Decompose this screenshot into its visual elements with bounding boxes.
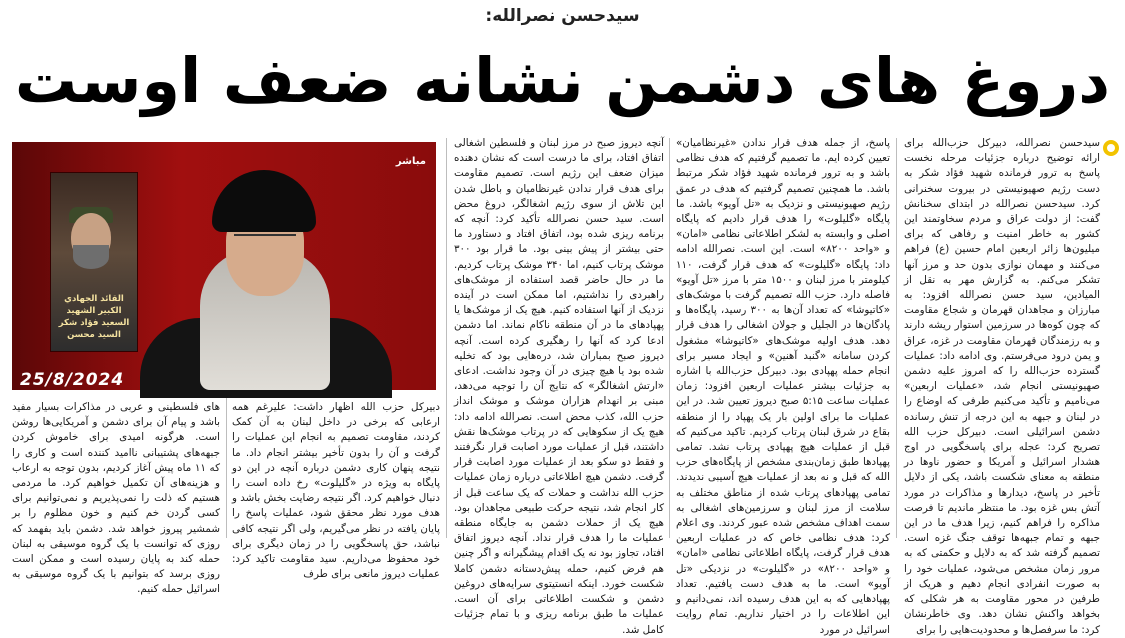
photo-date: 25/8/2024 [20,370,125,390]
column-text: سیدحسن نصرالله، دبیرکل حزب‌الله برای ارائه توضیح درباره جزئیات مرحله نخست پاسخ به ترور فرمانده شهید فؤاد شکر به دست رژیم صهیونیستی در بیروت سخنرانی کرد. سیدحسن نصرالله در ابتدای سخنانش گفت: از دولت عراق و مردم سخاوتمند این کشور به خاطر امنیت و رفاهی که برای میلیون‌ها زائر اربعین امام حسین (ع) فراهم می‌کنند و مهمان نوازی بدون حد و مرز آنها تشکر می‌کنم. به گزارش مهر به نقل از المیادین، سید حسن نصرالله افزود: به مبارزان و مجاهدان قهرمان و شجاع مقاومت که چون کوه‌ها در سرزمین استوار ریشه دارند و به رزمندگان قهرمان مقاومت در غزه، عراق و یمن درود می‌فرستم. وی ادامه داد: عملیات گسترده حزب‌الله را که امروز علیه دشمن صهیونیستی انجام شد، «عملیات اربعین» می‌نامیم و تأکید می‌کنیم طرفی که اوضاع را در لبنان و جبهه به این درجه از تنش رسانده دشمن اسرائیلی است. دبیرکل حزب الله تصریح کرد: عجله برای پاسخگویی در اوج هشدار اسرائیل و آمریکا و حضور ناوها در منطقه به معنای شکست باشد، یکی از دلایل تأخیر در پاسخ، دیدارها و مذاکرات در مورد آتش بس غزه بود. ما منتظر ماندیم تا فرصت مذاکره را فراهم کنیم، زیرا هدف ما در این جبهه و تمام جبهه‌ها توقف جنگ غزه است. تصمیم گرفته شد که به دلایل و حکمتی که به مرور زمان مشخص می‌شود، عملیات خود را به صورت انفرادی انجام دهیم و هریک از طرفین در محور مقاومت به هر شکلی که بخواهد واکنش نشان دهد. وی خاطرنشان کرد: ما سرفصل‌ها و محدودیت‌هایی را برای [904,137,1100,636]
poster-caption: القائد الجهادي الكبير الشهيد السعيد فؤاد شكر السيد محسن [58,294,130,340]
column-divider [669,138,670,538]
column-divider [226,398,227,538]
column-text: های فلسطینی و عربی در مذاکرات بسیار مفید باشد و پیام آن برای دشمن و آمریکایی‌ها روشن است. هرگونه امیدی برای خاموش کردن جبهه‌های پشتیبانی ناامید کننده است و کاری را که ۱۱ ماه پیش آغاز کردیم، بدون توجه به ارعاب و هزینه‌های آن تکمیل خواهیم کرد. ما مردمی هستیم که ذلت را نمی‌پذیریم و نمی‌توانیم برای کسی گردن خم کنیم و خون مظلوم را بر شمشیر پیروز خواهد شد. دشمن باید بفهمد که روزی که توانست با یک گروه موسیقی به لبنان حمله کند به پایان رسیده است و ممکن است روزی برسد که بتوانیم با یک گروه موسیقی به اسرائیل حمله کنیم. [12,401,220,596]
publication-logo-icon [1103,140,1119,156]
article-column-1 [904,136,1100,636]
live-label: مباشر [395,156,426,167]
column-text: آنچه دیروز صبح در مرز لبنان و فلسطین اشغالی اتفاق افتاد، برای ما درست است که نشان دهنده میزان ضعف این رژیم است. تصمیم مقاومت برای هدف قرار ندادن غیرنظامیان و باطل شدن این تلاش از سوی رژیم اشغالگر، دروغ محض است. سید حسن نصرالله تأکید کرد: آنچه که برنامه ریزی شده بود، اتفاق افتاد و دستاورد ما حتی بیشتر از پیش بینی بود. ما قرار بود ۳۰۰ موشک پرتاب کنیم، اما ۳۴۰ موشک پرتاب کردیم. ما در حال حاضر قصد استفاده از موشک‌های راهبردی را نداشتیم، اما ممکن است در آینده نزدیک از آنها استفاده کنیم. هیچ یک از موشک‌ها یا پهپادهای ما در آن منطقه ناکام نماند. اما دشمن ادعا کرد که آنها را رهگیری کرده است. آنچه دیروز صبح بمباران شد، دره‌هایی بود که تخلیه شده بود یا هیچ چیزی در آن وجود نداشت. ادعای «ارتش اشغالگر» که نتایج آن را توجیه می‌دهد، مبنی بر انهدام هزاران موشک و موشک انداز حزب الله، کذب محض است. نصرالله ادامه داد: هیچ یک از سکوهایی که در پرتاب موشک‌ها نقش داشتند، قبل از عملیات مورد اصابت قرار نگرفتند و فقط دو سکو بعد از عملیات مورد اصابت قرار گرفت. دشمن هیچ اطلاعاتی درباره زمان عملیات حزب الله نداشت و حملات که یک ساعت قبل از کار انجام شد، نتیجه حرکت طبیعی مجاهدان بود. هیچ یک از حملات دشمن به جایگاه منطقه عملیات ما را هدف قرار نداد. آنچه دیروز اتفاق افتاد، تجاوز بود نه یک اقدام پیشگیرانه و اگر چنین هم فرض کنیم، حمله پیش‌دستانه دشمن کاملا شکست خورد. اینکه انستیتوی سرایه‌های دروغین دشمن و شکست اطلاعاتی برای آن است. عملیات ما طبق برنامه ریزی و با تمام جزئیات کامل شد. [454,137,664,636]
poster-beard [73,245,109,269]
article-column-2 [676,136,891,636]
column-text: پاسخ، از جمله هدف قرار ندادن «غیرنظامیان» تعیین کرده ایم. ما تصمیم گرفتیم که هدف نظامی باشد و به ترور فرمانده شهید فؤاد شکر مرتبط باشد. ما همچنین تصمیم گرفتیم که هدف در عمق رژیم صهیونیستی و نزدیک به «تل آویو» باشد. ما پایگاه «گلیلوت» را هدف قرار دادیم که پایگاه اصلی و وابسته به لشکر اطلاعاتی نظامی «امان» و «واحد ۸۲۰۰» است. این است. نصرالله ادامه داد: پایگاه «گلیلوت» که هدف قرار گرفت، ۱۱۰ کیلومتر با مرز لبنان و ۱۵۰۰ متر با مرز «تل آویو» فاصله دارد. حزب الله تصمیم گرفت با موشک‌های «کاتیوشا» که تعداد آن‌ها به ۳۰۰ رسید، پایگاه‌ها و پادگان‌ها در الجلیل و جولان اشغالی را هدف قرار دهد. هدف اولیه موشک‌های «کاتیوشا» مشغول کردن سامانه «گنبد آهنین» و ایجاد مسیر برای انجام حمله پهپادی بود. دبیرکل حزب‌الله با اشاره به جزئیات بیشتر عملیات اربعین افزود: زمان عملیات ساعت ۵:۱۵ صبح دیروز تعیین شد. در این عملیات ما برای اولین بار یک پهپاد را از منطقه بقاع در شرق لبنان پرتاب کردیم. تاکید می‌کنیم که قبل از عملیات هیچ پهپادی پرتاب نشد. تمامی پهپادها طبق زمان‌بندی مشخص از پایگاه‌های حزب الله که قبل و نه بعد از عملیات هیچ آسیبی ندیدند. تمامی پهپادهای پرتاب شده از مناطق مختلف به سلامت از مرز لبنان و سرزمین‌های اشغالی به سمت اهداف مشخص شده عبور کردند. وی اعلام کرد: هدف نظامی خاص که در عملیات اربعین هدف قرار گرفت، پایگاه اطلاعاتی نظامی «امان» و «واحد ۸۲۰۰» در «گلیلوت» در نزدیکی «تل آویو» است. ما به هدف دست یافتیم. تعداد پهپادهایی که به این هدف رسیده اند، نمی‌دانیم و این اطلاعات را در اختیار نداریم. تمام روایت اسرائیل در مورد [676,137,891,636]
martyr-poster [50,172,138,352]
article-headline: دروغ های دشمن نشانه ضعف اوست [14,44,1111,117]
article-kicker: سیدحسن نصرالله: [485,6,640,26]
article-column-5 [12,400,220,596]
article-column-4 [232,400,440,581]
speaker-glasses [234,234,296,250]
column-divider [896,138,897,538]
column-divider [446,138,447,538]
article-column-3 [454,136,664,636]
article-photo [12,142,436,390]
column-text: دبیرکل حزب الله اظهار داشت: علیرغم همه ارعابی که برخی در داخل لبنان به آن کمک کردند، مقاومت تصمیم به انجام این عملیات را گرفت و آن را بدون تأخیر بیشتر انجام داد. ما نتیجه پنهان کاری دشمن درباره آنچه در این دو پایگاه به ویژه در «گلیلوت» رخ داده است را دنبال خواهیم کرد. اگر نتیجه رضایت بخش باشد و هدف مورد نظر محقق شود، عملیات پاسخ را پایان یافته در نظر می‌گیریم، ولی اگر نتیجه کافی نباشد، حق پاسخگویی را در زمان دیگری برای خود محفوظ می‌داریم. سید مقاومت تاکید کرد: عملیات دیروز مانعی برای طرف [232,401,440,581]
